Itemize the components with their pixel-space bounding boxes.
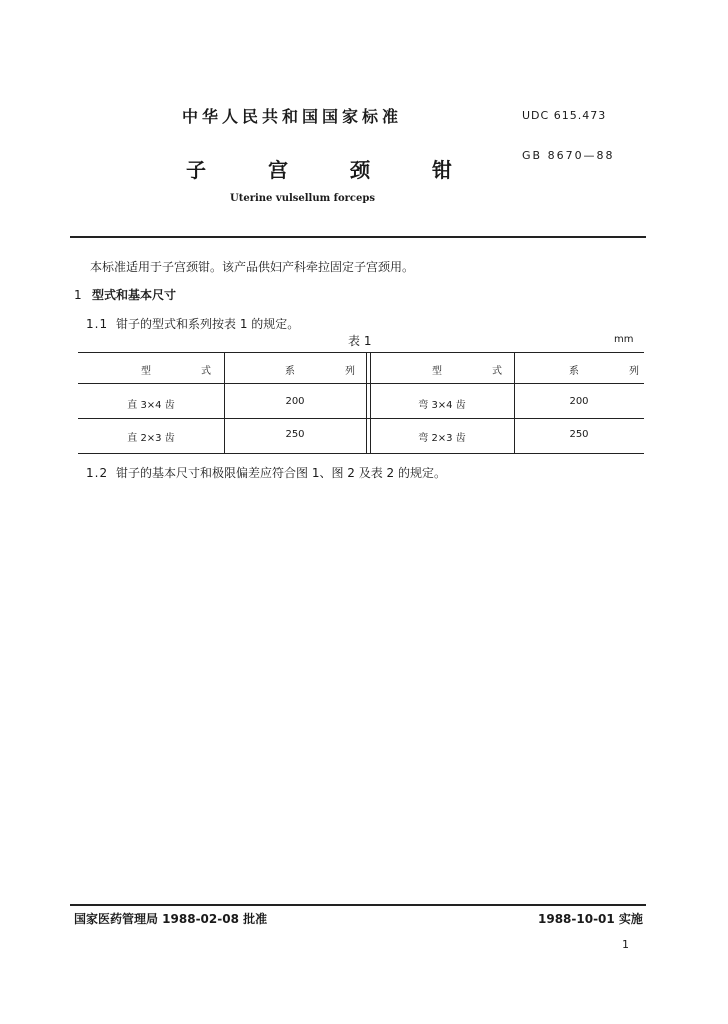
clause-1-1 — [86, 315, 299, 332]
table-cell: 250 — [569, 429, 589, 440]
section-title: 型式和基本尺寸 — [92, 288, 177, 302]
clause-text: 钳子的基本尺寸和极限偏差应符合图 1、图 2 及表 2 的规定。 — [116, 466, 446, 480]
table-caption: 表 1 — [348, 334, 372, 348]
row-divider — [78, 418, 644, 419]
table-header-cell: 系列 — [285, 366, 405, 377]
english-title: Uterine vulsellum forceps — [230, 193, 375, 204]
clause-number: 1.1 — [86, 317, 109, 331]
header-rule — [70, 236, 646, 238]
table-cell: 弯 2×3 齿 — [418, 433, 466, 444]
document-title: 子宫颈钳 — [186, 158, 514, 182]
table-cell: 弯 3×4 齿 — [418, 400, 466, 411]
table-unit: mm — [614, 334, 634, 345]
gb-number: GB 8670—88 — [522, 149, 615, 162]
table-header-cell: 型式 — [141, 366, 261, 377]
clause-number: 1.2 — [86, 466, 109, 480]
udc-code: UDC 615.473 — [522, 109, 607, 122]
table-cell: 直 3×4 齿 — [127, 400, 175, 411]
implementation-date: 1988-10-01 实施 — [538, 912, 643, 926]
page-number: 1 — [622, 938, 629, 951]
row-divider — [78, 383, 644, 384]
footer-rule — [70, 904, 646, 906]
table-1 — [78, 352, 689, 454]
table-header-cell: 型式 — [432, 366, 552, 377]
table-header-cell: 系列 — [569, 366, 689, 377]
section-number: 1 — [74, 288, 82, 302]
standard-title: 中华人民共和国国家标准 — [182, 107, 403, 126]
approval-line: 国家医药管理局 1988-02-08 批准 — [74, 912, 268, 926]
intro-paragraph: 本标准适用于子宫颈钳。该产品供妇产科牵拉固定子宫颈用。 — [90, 260, 415, 274]
table-cell: 250 — [285, 429, 305, 440]
table-cell: 直 2×3 齿 — [127, 433, 175, 444]
clause-1-2 — [86, 464, 446, 481]
table-cell: 200 — [285, 396, 305, 407]
clause-text: 钳子的型式和系列按表 1 的规定。 — [116, 317, 300, 331]
section-1-heading — [74, 286, 176, 303]
table-cell: 200 — [569, 396, 589, 407]
